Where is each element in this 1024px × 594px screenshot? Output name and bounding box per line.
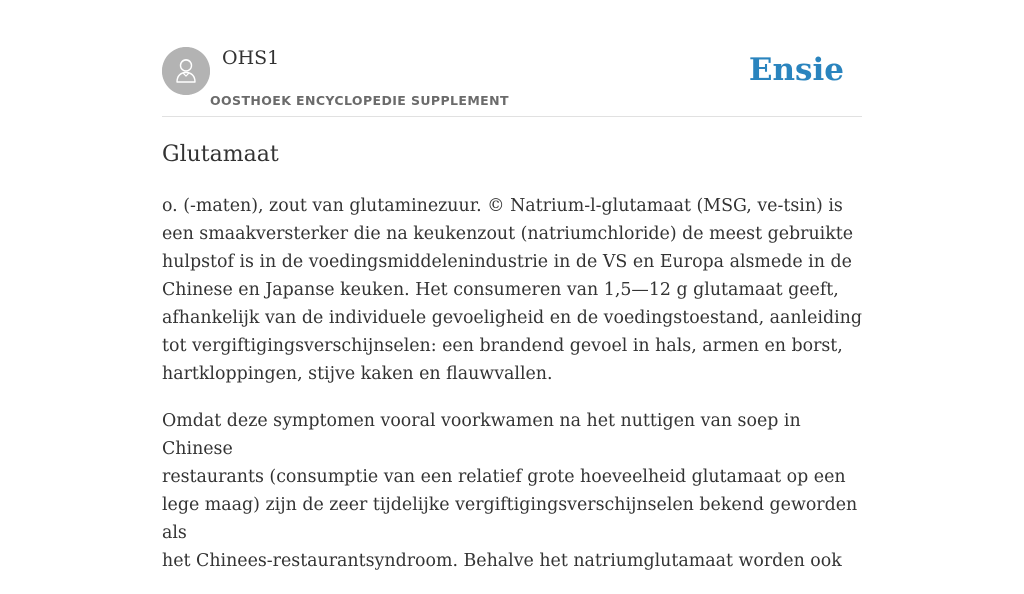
text-line: restaurants (consumptie van een relatief grote hoeveelheid glutamaat op een <box>162 467 846 487</box>
text-line: hartkloppingen, stijve kaken en flauwvallen. <box>162 364 553 384</box>
author-name[interactable]: OHS1 <box>222 47 280 69</box>
user-silhouette-icon <box>162 47 210 95</box>
text-line: het Chinees-restaurantsyndroom. Behalve het natriumglutamaat worden ook <box>162 551 842 571</box>
ensie-logo[interactable]: Ensie <box>748 52 844 88</box>
text-line: hulpstof is in de voedingsmiddelenindustrie in de VS en Europa alsmede in de <box>162 252 852 272</box>
text-line: Chinese en Japanse keuken. Het consumeren van 1,5—12 g glutamaat geeft, <box>162 280 839 300</box>
text-line: afhankelijk van de individuele gevoeligheid en de voedingstoestand, aanleiding <box>162 308 862 328</box>
paragraph-1 <box>162 192 862 388</box>
entry-header <box>162 0 862 117</box>
entry-title: Glutamaat <box>162 142 279 167</box>
entry-content <box>162 192 862 594</box>
text-line: Omdat deze symptomen vooral voorkwamen na het nuttigen van soep in Chinese <box>162 411 801 459</box>
source-name[interactable]: OOSTHOEK ENCYCLOPEDIE SUPPLEMENT <box>210 93 509 108</box>
paragraph-2 <box>162 407 862 575</box>
text-line: tot vergiftigingsverschijnselen: een brandend gevoel in hals, armen en borst, <box>162 336 843 356</box>
text-line: een smaakversterker die na keukenzout (natriumchloride) de meest gebruikte <box>162 224 854 244</box>
text-line: o. (-maten), zout van glutaminezuur. © Natrium-l-glutamaat (MSG, ve-tsin) is <box>162 196 843 216</box>
text-line: lege maag) zijn de zeer tijdelijke vergiftigingsverschijnselen bekend geworden als <box>162 495 858 543</box>
author-avatar[interactable] <box>162 47 210 95</box>
